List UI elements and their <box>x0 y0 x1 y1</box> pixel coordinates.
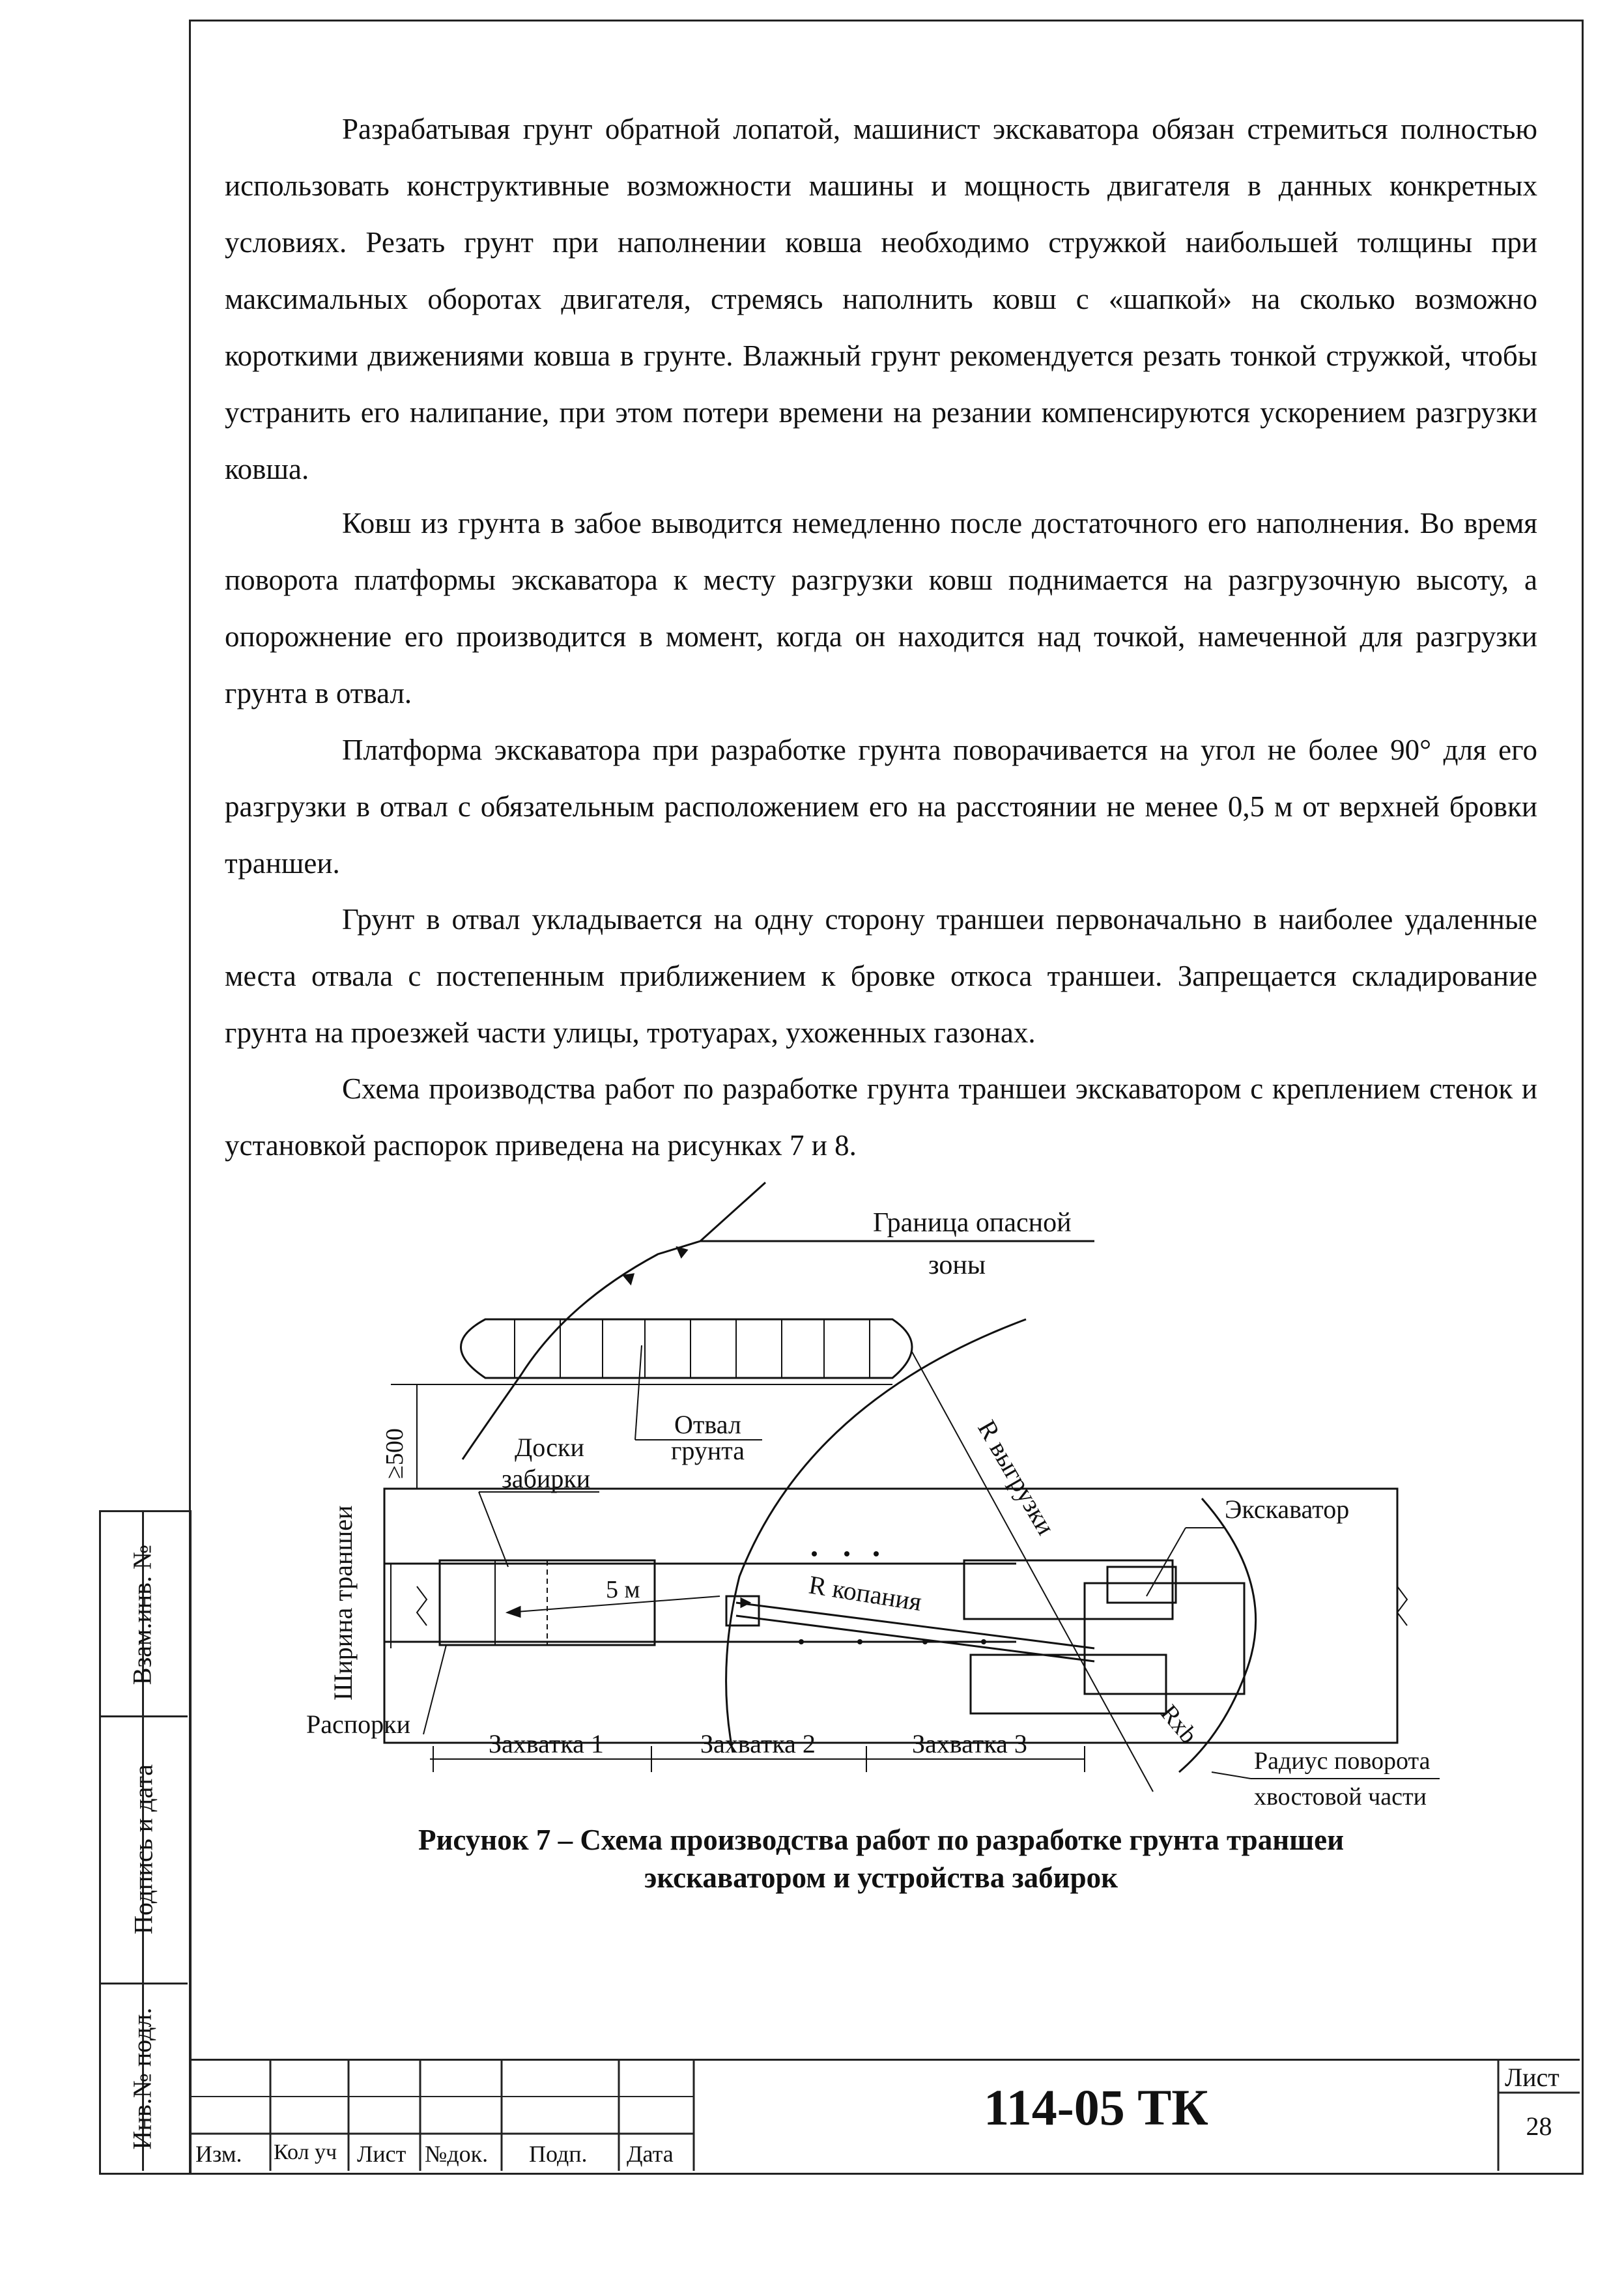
trench-zone-outline <box>384 1489 1397 1743</box>
side-label-inv-repl: Взам.инв. № <box>127 1544 157 1685</box>
title-col-list: Лист <box>357 2141 406 2167</box>
struts-leader <box>423 1645 446 1734</box>
label-grip-1: Захватка 1 <box>489 1729 604 1758</box>
label-r-unload: R выгрузки <box>972 1415 1061 1540</box>
label-spoil-2: грунта <box>671 1436 745 1465</box>
boards-leader <box>479 1492 508 1567</box>
break-line-left <box>417 1586 427 1626</box>
label-struts: Распорки <box>306 1710 410 1739</box>
excavator-track-top <box>964 1560 1173 1619</box>
title-col-ndok: №док. <box>425 2141 489 2167</box>
doc-code: 114-05 ТК <box>984 2079 1208 2136</box>
label-trench-width: Ширина траншеи <box>328 1505 358 1700</box>
paragraph-3: Платформа экскаватора при разработке грунта поворачивается на угол не более 90° для его разгрузки в отвал с обязательным расположением его на расстоянии не менее 0,5 м от верхней бровки траншеи. <box>225 734 1537 880</box>
label-tail-radius-2: хвостовой части <box>1254 1783 1427 1811</box>
five-m-arrow-icon <box>508 1607 520 1616</box>
label-grip-3: Захватка 3 <box>912 1729 1027 1758</box>
paragraph-4: Грунт в отвал укладывается на одну сторону траншеи первоначально в наиболее удаленные места отвала с постепенным приближением к бровке откоса траншеи. Запрещается складирование грунта на проезжей части улицы, тротуарах, ухоженных газонах. <box>225 903 1537 1049</box>
excavator-cab <box>1107 1567 1176 1603</box>
title-col-podp: Подп. <box>529 2141 588 2167</box>
label-grip-2: Захватка 2 <box>700 1729 816 1758</box>
label-five-m: 5 м <box>606 1576 640 1603</box>
excavator-leader-2 <box>1147 1528 1186 1596</box>
tail-radius-leader <box>1212 1772 1251 1779</box>
figure-caption <box>225 1821 1537 1897</box>
break-line-right <box>1397 1586 1407 1626</box>
caption-line-1: Рисунок 7 – Схема производства работ по разработке грунта траншеи <box>418 1824 1345 1856</box>
r-dig-arrow-icon <box>741 1599 749 1607</box>
sheet-label: Лист <box>1505 2063 1560 2092</box>
paragraph-1: Разрабатывая грунт обратной лопатой, машинист экскаватора обязан стремиться полностью использовать конструктивные возможности машины и мощность двигателя в данных конкретных условиях. Резать грунт при наполнении ковша необходимо стружкой наибольшей толщины при максимальных оборотах двигателя, стремясь наполнить ковш с «шапкой» на сколько возможно короткими движениями ковша в грунте. Влажный грунт рекомендуется резать тонкой стружкой, чтобы устранить его налипание, при этом потери времени на резании компенсируются ускорением разгрузки ковша. <box>225 113 1537 485</box>
label-spoil-1: Отвал <box>674 1410 741 1439</box>
label-r-dig: R копания <box>806 1569 924 1617</box>
excavator-body <box>1085 1583 1244 1694</box>
paragraph-2: Ковш из грунта в забое выводится немедленно после достаточного его наполнения. Во время поворота платформы экскаватора к месту разгрузки ковш поднимается на разгрузочную высоту, а опорожнение его производится в момент, когда он находится над точкой, намеченной для разгрузки грунта в отвал. <box>225 507 1537 709</box>
danger-arrow-icon <box>677 1248 687 1257</box>
label-dim-500: ≥500 <box>381 1428 408 1479</box>
label-boards-1: Доски <box>515 1433 584 1462</box>
side-label-inv-orig: Инв.№ подл. <box>127 2007 157 2150</box>
label-danger-zone-1: Граница опасной <box>873 1208 1072 1238</box>
caption-line-2: экскаватором и устройства забирок <box>644 1861 1118 1894</box>
label-excavator: Экскаватор <box>1225 1495 1350 1524</box>
title-col-data: Дата <box>627 2141 674 2167</box>
spoil-heap-ticks <box>515 1319 870 1378</box>
spoil-leader <box>635 1345 642 1440</box>
label-danger-zone-2: зоны <box>928 1250 986 1280</box>
spoil-heap <box>461 1319 913 1378</box>
label-rxb: Rxb <box>1155 1699 1203 1749</box>
danger-arrow-icon <box>624 1274 633 1283</box>
excavator-track-bottom <box>971 1655 1166 1713</box>
unload-radius-line <box>912 1352 1153 1792</box>
title-col-izm: Изм. <box>195 2141 242 2167</box>
side-label-sign-date: Подпись и дата <box>128 1764 158 1935</box>
label-tail-radius-1: Радиус поворота <box>1254 1747 1431 1775</box>
label-boards-2: забирки <box>502 1464 591 1493</box>
excavator-boom-2 <box>736 1616 1094 1661</box>
paragraph-5: Схема производства работ по разработке грунта траншеи экскаватором с креплением стенок и установкой распорок приведена на рисунках 7 и 8. <box>225 1072 1537 1162</box>
title-col-kol: Кол уч <box>274 2140 337 2164</box>
sheet-number: 28 <box>1526 2112 1552 2141</box>
